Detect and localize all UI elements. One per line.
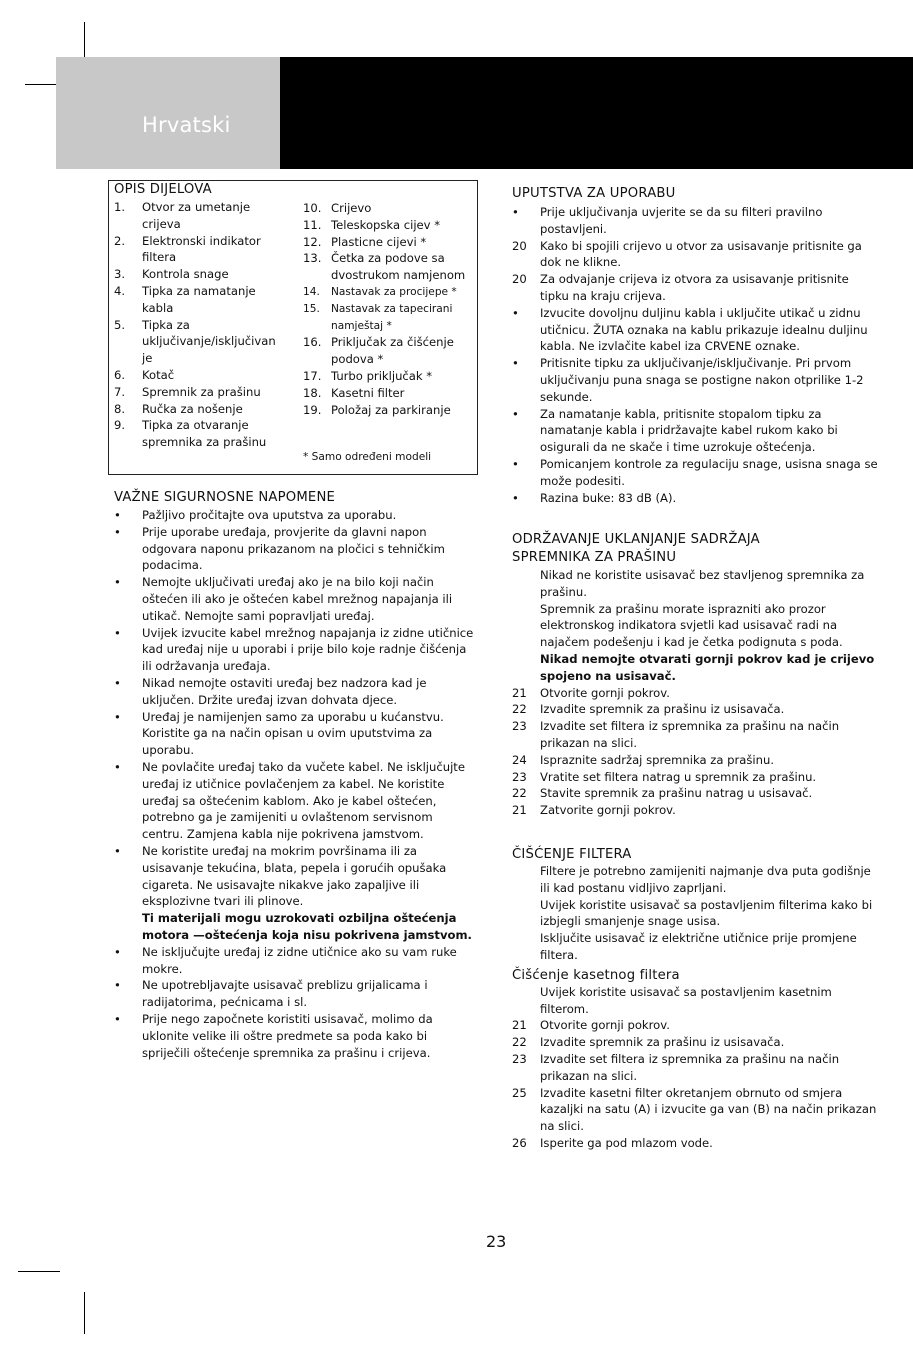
list-item: • Ne isključujte uređaj iz zidne utičnice ako su vam ruke mokre.: [114, 944, 457, 976]
header-band-black: [280, 57, 913, 169]
list-item: 18. Kasetni filter: [303, 385, 405, 400]
filter-section: [512, 847, 878, 1152]
list-item: 16. Priključak za čišćenje podova *: [303, 335, 454, 367]
list-item: • Prije uključivanja uvjerite se da su filteri pravilno postavljeni.: [512, 205, 823, 236]
maintenance-steps: [512, 685, 878, 819]
list-item: 26 Isperite ga pod mlazom vode.: [512, 1135, 713, 1150]
list-item: 24 Ispraznite sadržaj spremnika za prašinu.: [512, 752, 775, 767]
usage-heading: UPUTSTVA ZA UPORABU: [512, 186, 676, 201]
filter-heading: ČIŠĆENJE FILTERA: [512, 847, 632, 862]
list-item: 13. Četka za podove sa dvostrukom namjenom: [303, 251, 466, 283]
safety-list: [114, 507, 474, 1061]
list-item: 21 Otvorite gornji pokrov.: [512, 685, 670, 700]
maintenance-heading-line1: ODRŽAVANJE UKLANJANJE SADRŽAJA: [512, 532, 760, 547]
maintenance-warning: Nikad nemojte otvarati gornji pokrov kad je crijevo spojeno na usisavač.: [540, 651, 875, 683]
list-item: 8. Ručka za nošenje: [114, 401, 243, 416]
usage-section: [512, 186, 878, 506]
page-number: 23: [486, 1232, 507, 1251]
list-item: • Pažljivo pročitajte ova uputstva za uporabu.: [114, 508, 397, 522]
list-item: 2. Elektronski indikator filtera: [114, 233, 261, 265]
list-item: 5. Tipka za uključivanje/isključivan je: [114, 317, 276, 366]
usage-list: [512, 204, 878, 506]
list-item: 20 Kako bi spojili crijevo u otvor za usisavanje pritisnite ga dok ne klikne.: [512, 238, 862, 270]
filter-paragraph: Isključite usisavač iz električne utičnice prije promjene filtera.: [540, 931, 857, 962]
list-item: • Ne koristite uređaj na mokrim površinama ili za usisavanje tekućina, blata, pepela i gorućih opušaka cigareta. Ne usisavajte nikakve jako zapaljive ili eksplozivne tvari ili plinove. Ti materijali mogu uzrokovati ozbiljna oštećenja motora —oštećenja koja nisu pokrivena jamstvom.: [114, 843, 474, 944]
list-item: 7. Spremnik za prašinu: [114, 384, 261, 399]
maintenance-paragraph: Spremnik za prašinu morate isprazniti ako prozor elektronskog indikatora svjetli kad usisavač radi na najačem podešenju i kad je četka podignuta s poda.: [540, 601, 843, 650]
list-item: • Uvijek izvucite kabel mrežnog napajanja iz zidne utičnice kad uređaj nije u uporabi i prije bilo koje radnje čišćenja ili održavanja uređaja.: [114, 625, 474, 674]
list-item: 6. Kotač: [114, 367, 175, 382]
maintenance-section: [512, 532, 878, 819]
list-item: • Izvucite dovoljnu duljinu kabla i uključite utikač u zidnu utičnicu. ŽUTA oznaka na kablu prikazuje idealnu duljinu kabla. Ne izvlačite kabel iza CRVENE oznake.: [512, 305, 868, 354]
list-item: • Razina buke: 83 dB (A).: [512, 490, 677, 505]
list-item: 22 Stavite spremnik za prašinu natrag u usisavač.: [512, 786, 813, 801]
filter-paragraph: Filtere je potrebno zamijeniti najmanje dva puta godišnje ili kad postanu vidljivo zaprljani.: [540, 864, 871, 895]
list-item: 15. Nastavak za tapecirani namještaj *: [303, 302, 453, 332]
parts-list-1: [114, 199, 289, 451]
list-item: • Pomicanjem kontrole za regulaciju snage, usisna snaga se može podesiti.: [512, 456, 878, 488]
parts-column-1: [114, 182, 289, 451]
list-item: 3. Kontrola snage: [114, 267, 229, 282]
list-item: 14. Nastavak za procijepe *: [303, 285, 457, 298]
filter-steps: [512, 1017, 878, 1151]
language-title: Hrvatski: [142, 113, 231, 137]
list-item: 22 Izvadite spremnik za prašinu iz usisavača.: [512, 1035, 785, 1050]
list-item: 23 Vratite set filtera natrag u spremnik za prašinu.: [512, 769, 817, 784]
parts-footnote: * Samo određeni modeli: [303, 451, 432, 463]
list-item: 20 Za odvajanje crijeva iz otvora za usisavanje pritisnite tipku na kraju crijeva.: [512, 272, 849, 303]
list-item: 10. Crijevo: [303, 201, 372, 215]
list-item: 22 Izvadite spremnik za prašinu iz usisavača.: [512, 702, 785, 717]
filter-paragraph: Uvijek koristite usisavač sa postavljenim kasetnim filterom.: [540, 984, 832, 1016]
list-item: • Nikad nemojte ostaviti uređaj bez nadzora kad je uključen. Držite uređaj izvan dohvata djece.: [114, 675, 427, 707]
list-item: 21 Otvorite gornji pokrov.: [512, 1018, 670, 1033]
list-item: 12. Plasticne cijevi *: [303, 234, 427, 249]
safety-warning: Ti materijali mogu uzrokovati ozbiljna oštećenja motora —oštećenja koja nisu pokrivena jamstvom.: [142, 911, 472, 942]
list-item: 19. Položaj za parkiranje: [303, 402, 451, 417]
safety-section: [114, 490, 474, 1061]
list-item: • Pritisnite tipku za uključivanje/isključivanje. Pri prvom uključivanju puna snaga se postigne nakon otprilike 1-2 sekunde.: [512, 356, 864, 404]
list-item: 23 Izvadite set filtera iz spremnika za prašinu na način prikazan na slici.: [512, 1051, 840, 1083]
list-item: • Uređaj je namijenjen samo za uporabu u kućanstvu. Koristite ga na način opisan u ovim uputstvima za uporabu.: [114, 709, 444, 758]
list-item: • Prije nego započnete koristiti usisavač, molimo da uklonite velike ili oštre predmete sa poda kako bi spriječili oštećenje spremnika za prašinu i crijeva.: [114, 1011, 433, 1060]
list-item: 21 Zatvorite gornji pokrov.: [512, 803, 676, 818]
list-item: • Nemojte uključivati uređaj ako je na bilo koji način oštećen ili ako je oštećen kabel mrežnog napajanja ili utikač. Nemojte sami popravljati uređaj.: [114, 575, 453, 623]
list-item: 11. Teleskopska cijev *: [303, 217, 441, 232]
list-item: • Ne povlačite uređaj tako da vučete kabel. Ne isključujte uređaj iz utičnice povlačenjem za kabel. Ne koristite uređaj sa oštećenim kablom. Ako je kabel oštećen, potrebno ga je zamijeniti u ovlaštenom servisnom centru. Zamjena kabla nije pokrivena jamstvom.: [114, 759, 465, 842]
parts-heading: OPIS DIJELOVA: [114, 182, 212, 197]
maintenance-heading-line2: SPREMNIKA ZA PRAŠINU: [512, 550, 677, 565]
parts-list-2: [303, 200, 473, 418]
list-item: • Ne upotrebljavajte usisavač preblizu grijalicama i radijatorima, pećnicama i sl.: [114, 978, 428, 1010]
maintenance-paragraph: Nikad ne koristite usisavač bez stavljenog spremnika za prašinu.: [540, 568, 865, 599]
list-item: • Prije uporabe uređaja, provjerite da glavni napon odgovara naponu prikazanom na pločici s tehničkim podacima.: [114, 524, 445, 573]
safety-heading: VAŽNE SIGURNOSNE NAPOMENE: [114, 490, 336, 505]
crop-mark: [84, 1292, 85, 1334]
list-item: 4. Tipka za namatanje kabla: [114, 283, 256, 315]
parts-column-2: [303, 200, 473, 418]
list-item: 1. Otvor za umetanje crijeva: [114, 200, 251, 231]
list-item: 17. Turbo priključak *: [303, 368, 433, 383]
filter-subheading: Čišćenje kasetnog filtera: [512, 967, 680, 983]
filter-paragraph: Uvijek koristite usisavač sa postavljenim filterima kako bi izbjegli smanjenje snage usisa.: [540, 897, 873, 929]
list-item: 9. Tipka za otvaranje spremnika za prašinu: [114, 418, 267, 450]
list-item: 23 Izvadite set filtera iz spremnika za prašinu na način prikazan na slici.: [512, 719, 840, 750]
list-item: 25 Izvadite kasetni filter okretanjem obrnuto od smjera kazaljki na satu (A) i izvucite ga van (B) na način prikazan na slici.: [512, 1085, 877, 1134]
list-item: • Za namatanje kabla, pritisnite stopalom tipku za namatanje kabla i pridržavajte kabel rukom kako bi osigurali da ne skače i time uzrokuje oštećenja.: [512, 406, 838, 455]
crop-mark: [18, 1271, 60, 1272]
